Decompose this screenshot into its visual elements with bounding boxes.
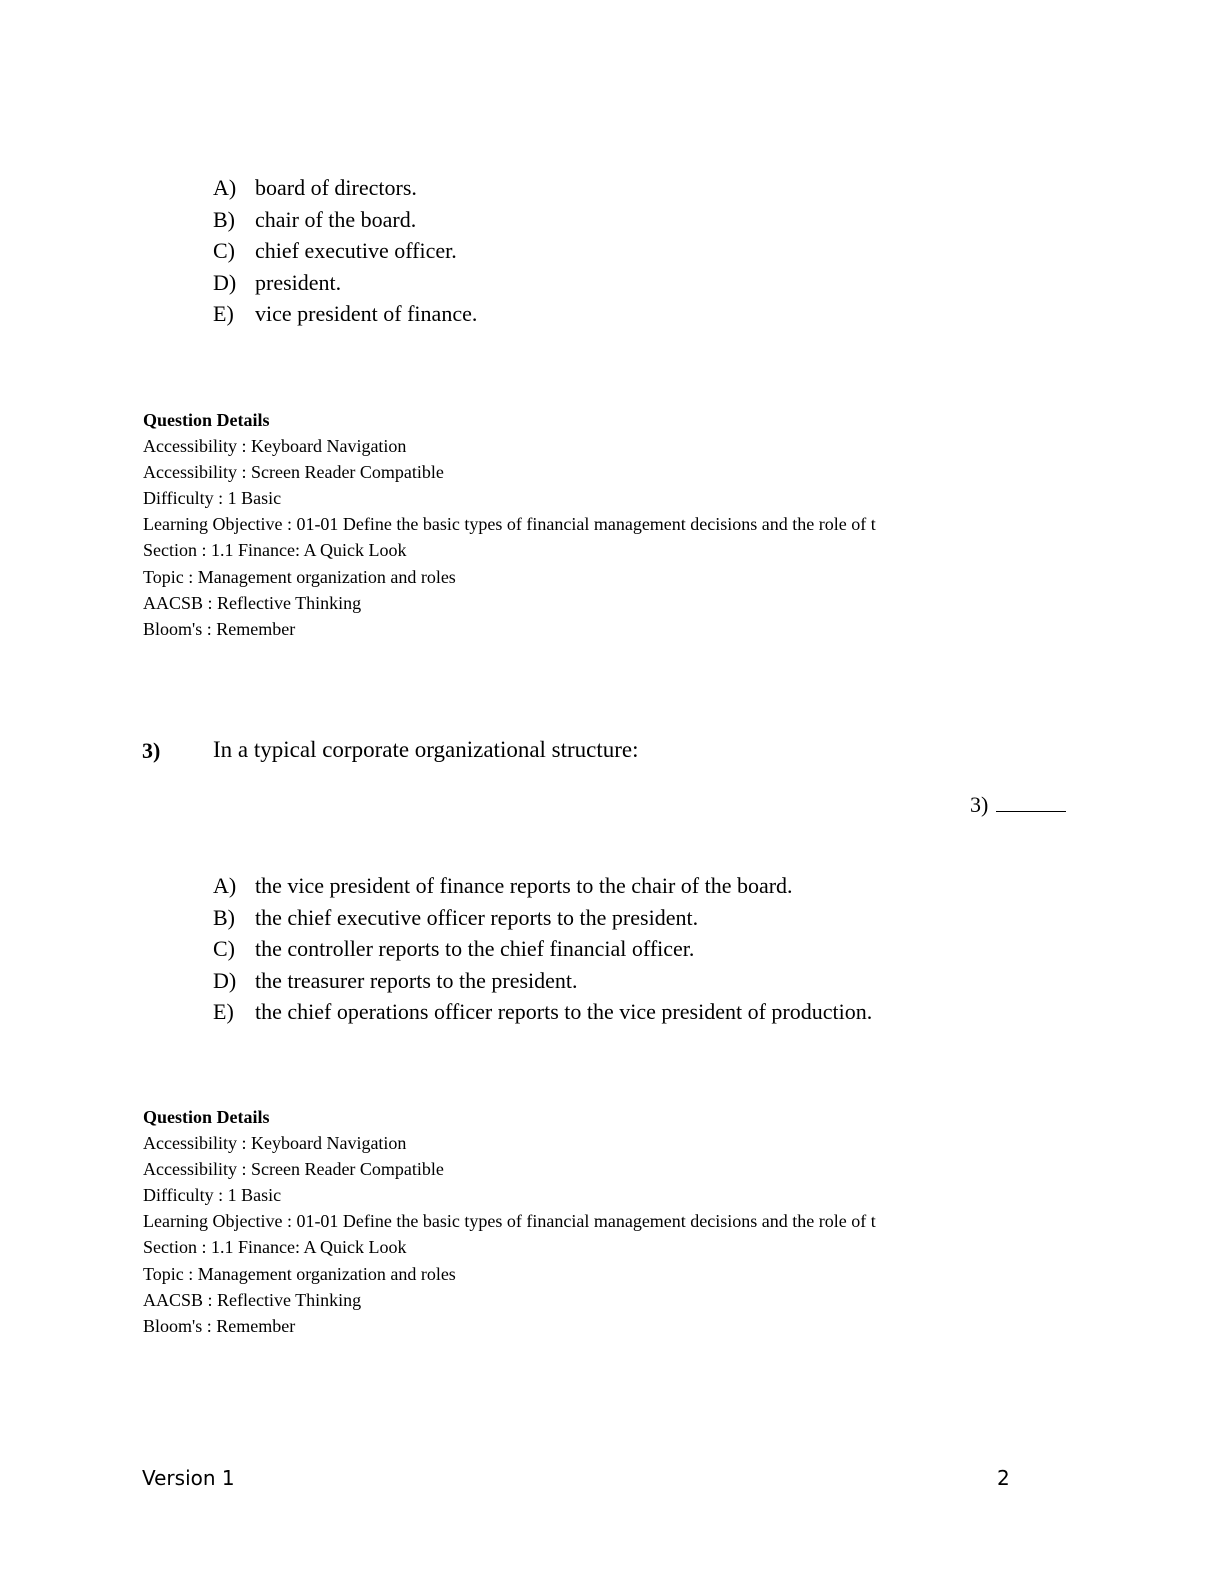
details-line: Learning Objective : 01-01 Define the basic types of financial management decisions and the role of t	[143, 1211, 876, 1232]
q3-stem: In a typical corporate organizational structure:	[213, 737, 639, 762]
details-line: Section : 1.1 Finance: A Quick Look	[143, 540, 407, 561]
details-heading: Question Details	[143, 410, 270, 430]
details-line: Bloom's : Remember	[143, 1315, 296, 1336]
option-letter: E)	[213, 301, 234, 327]
footer-version: Version 1	[142, 1466, 235, 1490]
option-letter: D)	[213, 967, 237, 993]
details-line: Accessibility : Screen Reader Compatible	[143, 462, 444, 483]
option-letter: E)	[213, 999, 234, 1025]
details-line: Difficulty : 1 Basic	[143, 1185, 282, 1206]
q2-option-d	[213, 267, 477, 299]
option-letter: B)	[213, 206, 235, 232]
option-letter: C)	[213, 936, 235, 962]
q3-question-details	[143, 1104, 876, 1339]
q3-option-d	[213, 965, 872, 997]
option-text: president.	[255, 269, 342, 295]
option-text: the chief executive officer reports to the president.	[255, 904, 699, 930]
option-text: chair of the board.	[255, 206, 417, 232]
q3-option-c	[213, 933, 872, 965]
q3-answer-blank[interactable]	[970, 791, 1066, 818]
option-letter: A)	[213, 175, 237, 200]
q2-option-e	[213, 298, 477, 330]
details-line: Bloom's : Remember	[143, 618, 296, 639]
option-text: the treasurer reports to the president.	[255, 967, 578, 993]
option-letter: A)	[213, 873, 237, 898]
q3-option-b	[213, 902, 872, 934]
q2-option-b	[213, 204, 477, 236]
details-line: Topic : Management organization and roles	[143, 566, 456, 587]
option-text: the vice president of finance reports to the chair of the board.	[255, 873, 793, 898]
q2-options-list	[213, 172, 477, 330]
option-text: board of directors.	[255, 175, 417, 200]
option-text: chief executive officer.	[255, 238, 457, 264]
details-line: Difficulty : 1 Basic	[143, 488, 282, 509]
q3-number: 3)	[142, 738, 161, 763]
details-line: Learning Objective : 01-01 Define the basic types of financial management decisions and the role of t	[143, 514, 876, 535]
details-line: AACSB : Reflective Thinking	[143, 1289, 362, 1310]
q3-options-list	[213, 870, 872, 1028]
q3-option-a	[213, 870, 872, 902]
option-text: the chief operations officer reports to the vice president of production.	[255, 999, 873, 1025]
answer-label: 3)	[970, 792, 989, 817]
answer-line[interactable]	[996, 791, 1066, 812]
option-letter: C)	[213, 238, 235, 264]
option-text: the controller reports to the chief financial officer.	[255, 936, 695, 962]
details-line: Topic : Management organization and roles	[143, 1263, 456, 1284]
details-heading: Question Details	[143, 1107, 270, 1127]
details-line: Accessibility : Keyboard Navigation	[143, 436, 407, 457]
details-line: Accessibility : Keyboard Navigation	[143, 1133, 407, 1154]
option-text: vice president of finance.	[255, 301, 478, 327]
option-letter: B)	[213, 904, 235, 930]
footer-page-number: 2	[997, 1466, 1010, 1490]
q3-option-e	[213, 996, 872, 1028]
details-line: Accessibility : Screen Reader Compatible	[143, 1159, 444, 1180]
q2-question-details	[143, 407, 876, 642]
q2-option-c	[213, 235, 477, 267]
details-line: AACSB : Reflective Thinking	[143, 592, 362, 613]
q2-option-a	[213, 172, 477, 204]
details-line: Section : 1.1 Finance: A Quick Look	[143, 1237, 407, 1258]
option-letter: D)	[213, 269, 237, 295]
